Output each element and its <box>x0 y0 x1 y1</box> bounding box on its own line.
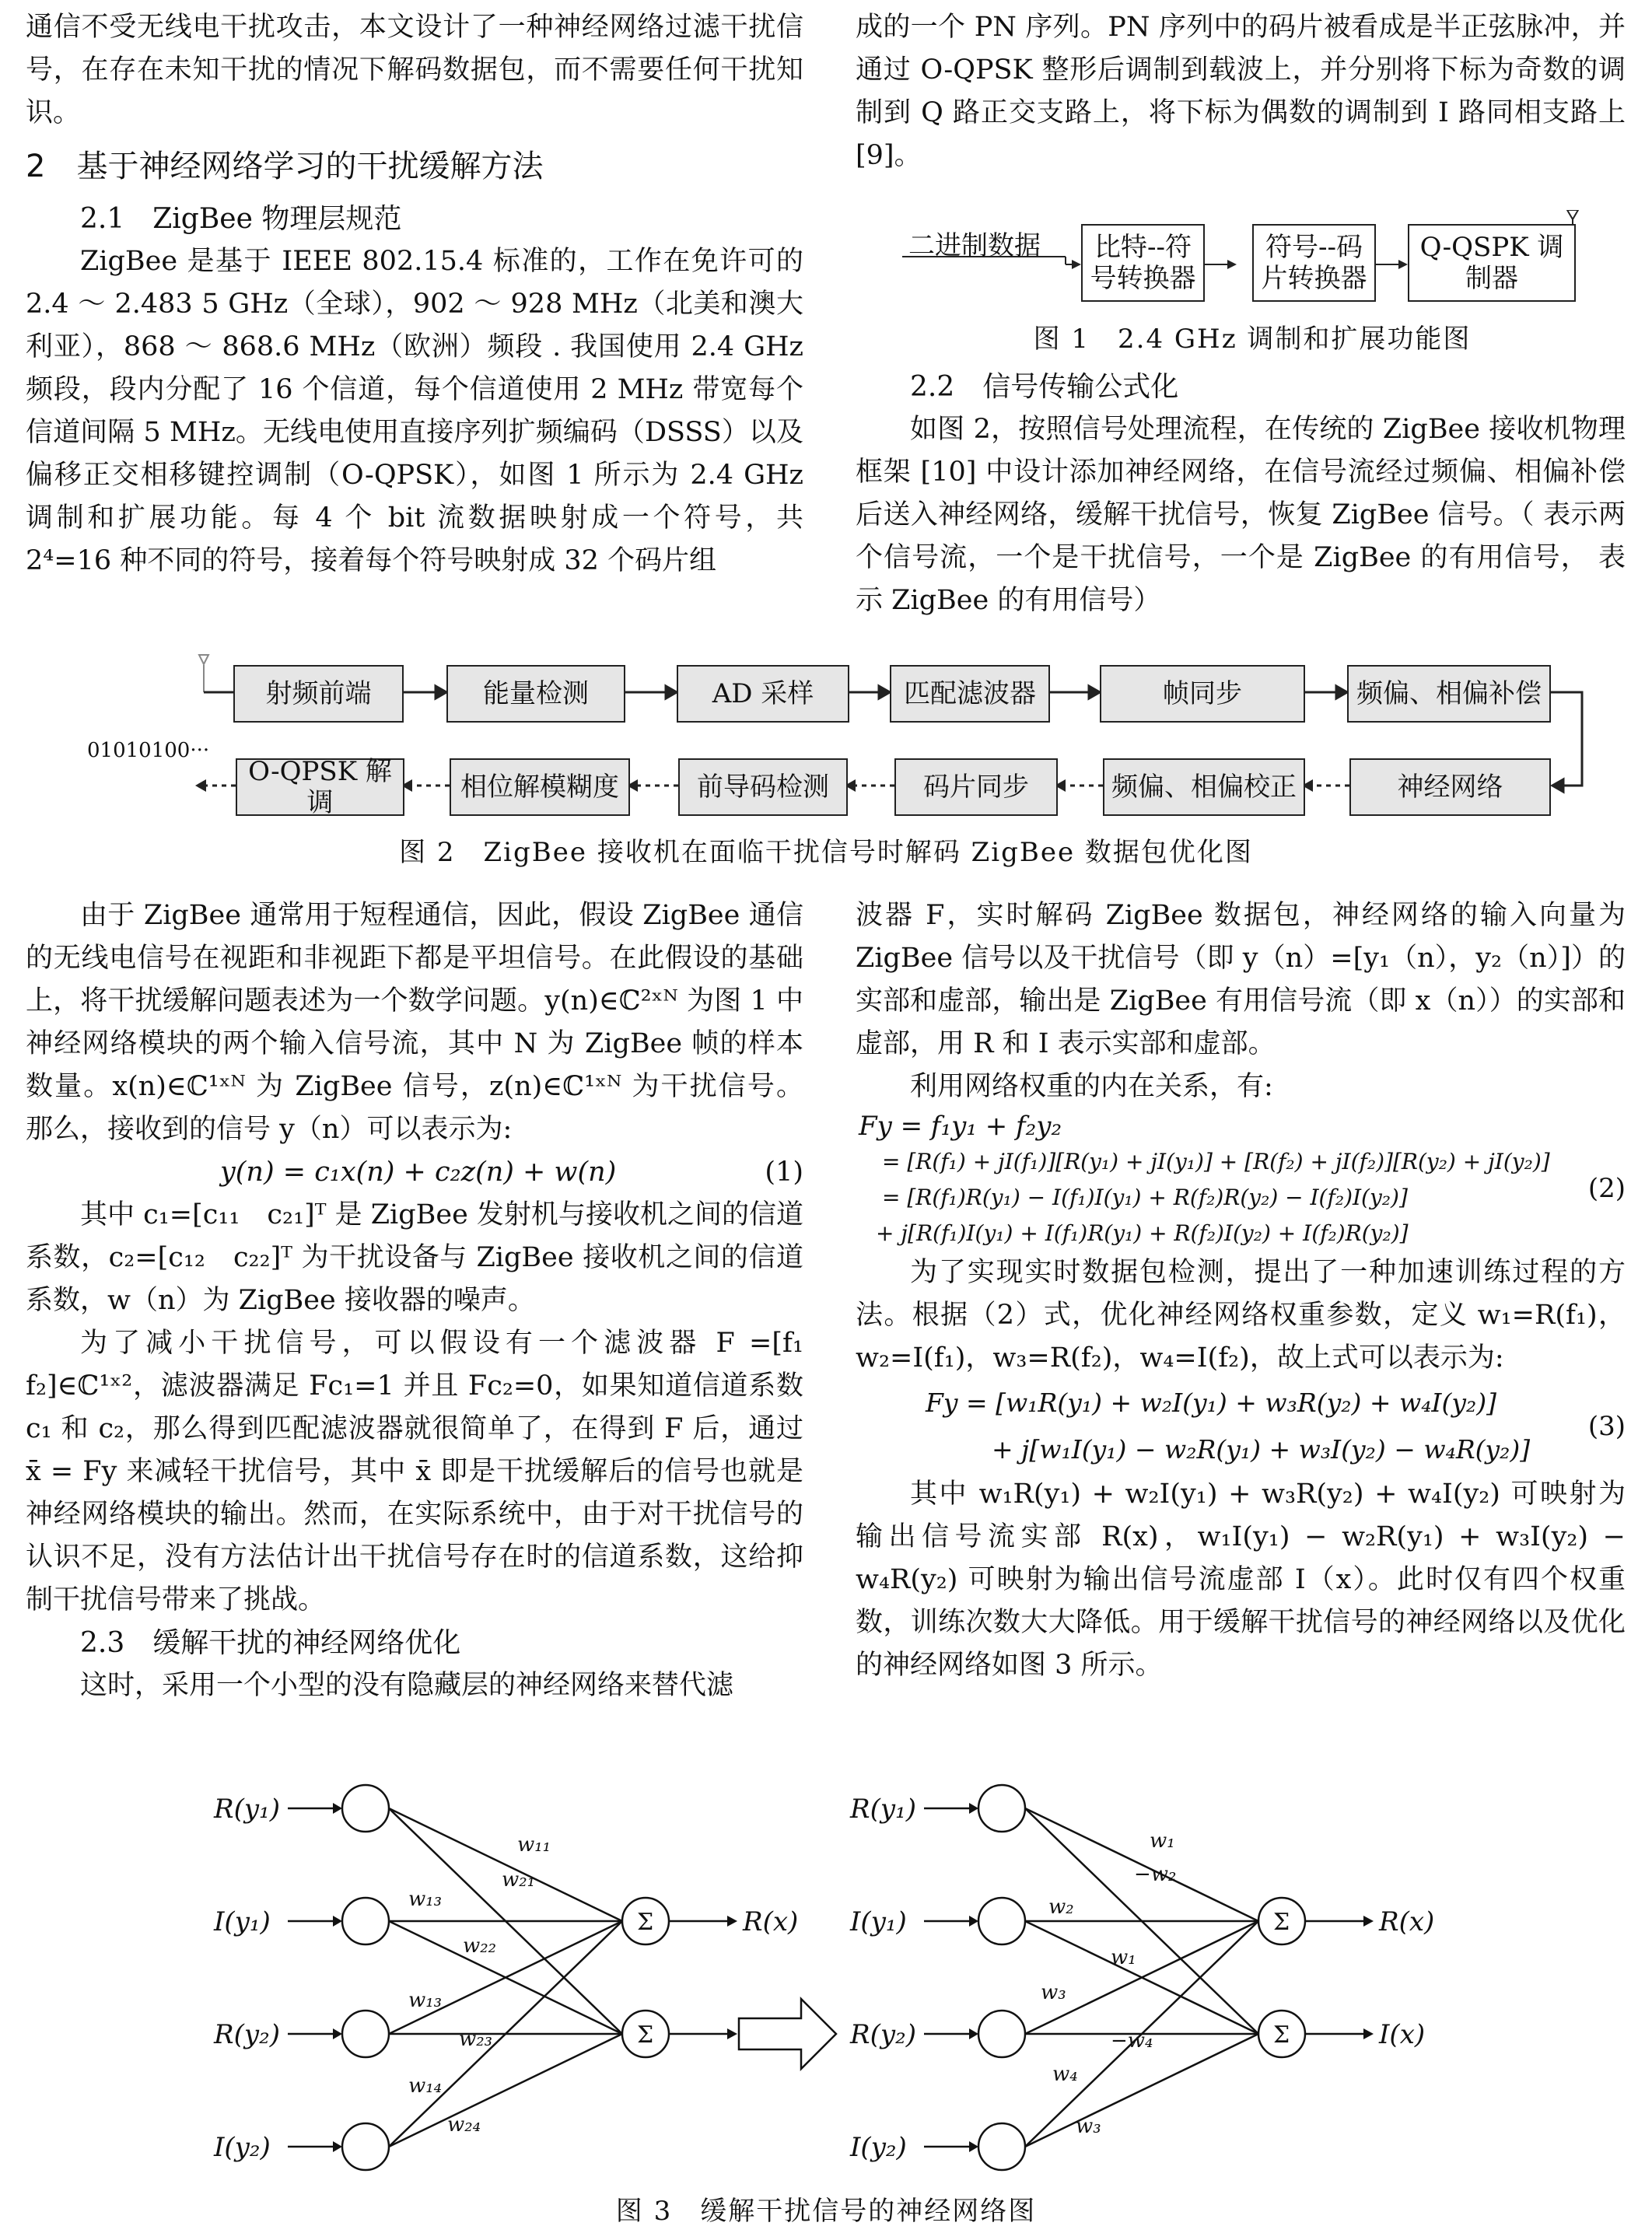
weight-label: w₂₁ <box>502 1868 536 1892</box>
paragraph: 成的一个 PN 序列。PN 序列中的码片被看成是半正弦脉冲，并通过 O-QPSK 整形后调制到载波上，并分别将下标为奇数的调制到 Q 路正交支路上，将下标为偶数的调制到 I 路同相支路上 [9]。 <box>856 12 1626 171</box>
arrow-head <box>969 1803 978 1814</box>
fig1-input-label: 二进制数据 <box>908 230 1041 261</box>
equation-1-body: y(n) = c₁x(n) + c₂z(n) + w(n) <box>220 1157 617 1188</box>
antenna-icon <box>199 655 208 664</box>
fig2-box-freq-phase-correct: 频偏、相偏校正 <box>1103 758 1305 816</box>
arrow-head <box>333 2141 342 2152</box>
arrow-head <box>1363 1916 1374 1927</box>
paragraph: ZigBee 是基于 IEEE 802.15.4 标准的，工作在免许可的 2.4 ～ 2.483 5 GHz（全球），902 ～ 928 MHz（北美和澳大利亚），868 ～ 868.6 MHz（欧洲）频段 . 我国使用 2.4 GHz 频段，段内分配了 16 个信道，每个信道使用 2 MHz 带宽每个信道间隔 5 MHz。无线电使用直接序列扩频编码（DSSS）以及偏移正交相移键控调制（O-QPSK），如图 1 所示为 2.4 GHz 调制和扩展功能。每 4 个 bit 流数据映射成一个符号，共 2⁴=16 种不同的符号，接着每个符号映射成 32 个码片组 <box>26 246 803 576</box>
weight-label: w₃ <box>1041 1981 1066 2004</box>
equation-1-number: (1) <box>765 1157 803 1188</box>
figure-2 <box>0 646 1652 871</box>
antenna-icon <box>1567 210 1578 219</box>
arrow-head <box>1363 2028 1374 2039</box>
sum-symbol: Σ <box>637 2021 654 2049</box>
weight-label: w₂₃ <box>459 2028 493 2051</box>
left-column-bottom <box>26 894 831 1707</box>
fig1-box-symbol-chip: 符号--码片转换器 <box>1252 224 1376 302</box>
weight-label: w₁₃ <box>408 1888 443 1911</box>
input-node <box>978 2011 1025 2057</box>
input-label: I(y₁) <box>850 1906 907 1937</box>
equation-2-line: = [R(f₁) + jI(f₁)][R(y₁) + jI(y₁)] + [R(f₂) + jI(f₂)][R(y₂) + jI(y₂)] <box>882 1149 1550 1174</box>
paragraph: 为了实现实时数据包检测，提出了一种加速训练过程的方法。根据（2）式，优化神经网络权重参数，定义 w₁=R(f₁)，w₂=I(f₁)，w₃=R(f₂)，w₄=I(f₂)，故上式可以表示为: <box>856 1257 1626 1374</box>
arrow-head <box>727 1916 737 1927</box>
input-node <box>342 1898 389 1944</box>
equation-1 <box>26 1151 803 1194</box>
paragraph: 如图 2，按照信号处理流程，在传统的 ZigBee 接收机物理框架 [10] 中设计添加神经网络，在信号流经过频偏、相偏补偿后送入神经网络，缓解干扰信号，恢复 ZigBee 信号。（ 表示两个信号流，一个是干扰信号，一个是 ZigBee 的有用信号， 表示 ZigBee 的有用信号） <box>856 414 1626 616</box>
arrow-head <box>969 2028 978 2039</box>
subsection-heading: 2.2 信号传输公式化 <box>910 371 1179 403</box>
sum-symbol: Σ <box>1273 1909 1290 1936</box>
arrow-head <box>333 1916 342 1927</box>
input-label: I(y₁) <box>214 1906 271 1937</box>
right-column-top-2 <box>856 366 1626 622</box>
fig2-box-rf-frontend: 射频前端 <box>233 665 404 723</box>
output-label: I(x) <box>1379 2019 1426 2050</box>
subsection-heading: 2.3 缓解干扰的神经网络优化 <box>80 1627 461 1659</box>
weight-label: −w₄ <box>1111 2029 1153 2053</box>
weight-label: w₂ <box>1048 1895 1074 1919</box>
paragraph: 通信不受无线电干扰攻击，本文设计了一种神经网络过滤干扰信号，在存在未知干扰的情况下解码数据包，而不需要任何干扰知识。 <box>26 12 803 128</box>
fig2-box-preamble-detect: 前导码检测 <box>678 758 848 816</box>
weight-label: w₄ <box>1052 2063 1078 2086</box>
arrow-head <box>727 2028 737 2039</box>
figure-1 <box>902 210 1602 366</box>
section-heading: 2 基于神经网络学习的干扰缓解方法 <box>26 149 544 184</box>
sum-symbol: Σ <box>1273 2021 1290 2049</box>
input-label: R(y₂) <box>214 2019 280 2050</box>
weight-label: w₂₂ <box>463 1934 497 1958</box>
arrow-head <box>333 1803 342 1814</box>
input-label: I(y₂) <box>214 2132 271 2163</box>
right-column-bottom <box>856 894 1626 1687</box>
paragraph: 其中 w₁R(y₁) + w₂I(y₁) + w₃R(y₂) + w₄I(y₂) 可映射为输出信号流实部 R(x)，w₁I(y₁) − w₂R(y₁) + w₃I(y₂) − w₄R(y₂) 可映射为输出信号流虚部 I（x）。此时仅有四个权重数，训练次数大大降低。用于缓解干扰信号的神经网络以及优化的神经网络如图 3 所示。 <box>856 1479 1626 1681</box>
figure-3-diagram <box>0 1766 1652 2186</box>
input-label: I(y₂) <box>850 2132 907 2163</box>
figure-3 <box>0 1766 1652 2232</box>
fig2-box-chip-sync: 码片同步 <box>894 758 1058 816</box>
output-label: R(x) <box>743 1906 799 1937</box>
weight-label: w₂₄ <box>447 2113 481 2137</box>
input-node <box>978 1898 1025 1944</box>
fig2-box-frame-sync: 帧同步 <box>1100 665 1305 723</box>
paragraph: 由于 ZigBee 通常用于短程通信，因此，假设 ZigBee 通信的无线电信号在视距和非视距下都是平坦信号。在此假设的基础上，将干扰缓解问题表述为一个数学问题。y(n)∈ℂ²ˣᴺ 为图 1 中神经网络模块的两个输入信号流，其中 N 为 ZigBee 帧的样本数量。x(n)∈ℂ¹ˣᴺ 为 ZigBee 信号，z(n)∈ℂ¹ˣᴺ 为干扰信号。那么，接收到的信号 y（n）可以表示为: <box>26 900 803 1145</box>
input-label: R(y₁) <box>850 1794 916 1825</box>
weight-label: w₁₃ <box>408 1989 443 2012</box>
equation-2-number: (2) <box>1587 1173 1626 1204</box>
arrow-head <box>969 2141 978 2152</box>
input-node <box>342 1785 389 1832</box>
fig2-box-matched-filter: 匹配滤波器 <box>890 665 1050 723</box>
equation-3 <box>856 1380 1626 1473</box>
right-column-top <box>856 6 1626 177</box>
paragraph: 这时，采用一个小型的没有隐藏层的神经网络来替代滤 <box>80 1670 734 1701</box>
fig2-box-energy-detect: 能量检测 <box>446 665 625 723</box>
input-label: R(y₁) <box>214 1794 280 1825</box>
weight-label: w₃ <box>1076 2115 1101 2138</box>
paragraph: 为了减小干扰信号，可以假设有一个滤波器 F =[f₁ f₂]∈ℂ¹ˣ²，滤波器满足 Fc₁=1 并且 Fc₂=0，如果知道信道系数 c₁ 和 c₂，那么得到匹配滤波器就很简单了，在得到 F 后，通过 x̄ = Fy 来减轻干扰信号，其中 x̄ 即是干扰缓解后的信号也就是神经网络模块的输出。然而，在实际系统中，由于对干扰信号的认识不足，没有方法估计出干扰信号存在时的信道系数，这给抑制干扰信号带来了挑战。 <box>26 1328 831 1615</box>
weight-label: w₁₁ <box>517 1833 551 1857</box>
paragraph: 利用网络权重的内在关系，有: <box>910 1071 1273 1102</box>
transform-arrow-icon <box>739 1999 836 2069</box>
input-node <box>342 2011 389 2057</box>
arrow-head <box>969 1916 978 1927</box>
figure-2-caption: 图 2 ZigBee 接收机在面临干扰信号时解码 ZigBee 数据包优化图 <box>399 837 1253 868</box>
fig1-box-bit-symbol: 比特--符号转换器 <box>1081 224 1205 302</box>
equation-3-number: (3) <box>1587 1411 1626 1442</box>
weight-label: w₁ <box>1111 1946 1136 1969</box>
equation-3-line: + j[w₁I(y₁) − w₂R(y₁) + w₃I(y₂) − w₄R(y₂)] <box>992 1434 1531 1465</box>
fig2-box-oqpsk-demod: O-QPSK 解调 <box>236 758 404 816</box>
equation-2-line: + j[R(f₁)I(y₁) + I(f₁)R(y₁) + R(f₂)I(y₂) + I(f₂)R(y₂)] <box>876 1220 1409 1246</box>
weight-label: −w₂ <box>1134 1863 1177 1886</box>
fig2-box-freq-phase-comp: 频偏、相偏补偿 <box>1347 665 1551 723</box>
fig1-box-modulator: Q-QSPK 调制器 <box>1408 224 1576 302</box>
input-node <box>978 2123 1025 2170</box>
fig2-box-neural-network: 神经网络 <box>1349 758 1551 816</box>
figure-3-caption: 图 3 缓解干扰信号的神经网络图 <box>615 2196 1037 2227</box>
fig2-box-phase-ambiguity: 相位解模糊度 <box>450 758 630 816</box>
weight-label: w₁₄ <box>408 2074 443 2098</box>
input-node <box>978 1785 1025 1832</box>
sum-symbol: Σ <box>637 1909 654 1936</box>
input-node <box>342 2123 389 2170</box>
equation-2-line: Fy = f₁y₁ + f₂y₂ <box>859 1111 1062 1142</box>
equation-2 <box>856 1108 1626 1251</box>
equation-2-line: = [R(f₁)R(y₁) − I(f₁)I(y₁) + R(f₂)R(y₂) − I(f₂)I(y₂)] <box>882 1185 1408 1210</box>
figure-1-caption: 图 1 2.4 GHz 调制和扩展功能图 <box>1033 324 1472 355</box>
paragraph: 波器 F，实时解码 ZigBee 数据包，神经网络的输入向量为 ZigBee 信号以及干扰信号（即 y（n）=[y₁（n），y₂（n）]）的实部和虚部，输出是 ZigBee 有用信号流（即 x（n））的实部和虚部，用 R 和 I 表示实部和虚部。 <box>856 900 1626 1059</box>
subsection-heading: 2.1 ZigBee 物理层规范 <box>80 203 402 235</box>
arrow-head <box>333 2028 342 2039</box>
output-label: R(x) <box>1379 1906 1435 1937</box>
paragraph: 其中 c₁=[c₁₁ c₂₁]ᵀ 是 ZigBee 发射机与接收机之间的信道系数，c₂=[c₁₂ c₂₂]ᵀ 为干扰设备与 ZigBee 接收机之间的信道系数，w（n）为 ZigBee 接收器的噪声。 <box>26 1199 803 1316</box>
input-label: R(y₂) <box>850 2019 916 2050</box>
weight-label: w₁ <box>1150 1829 1175 1853</box>
left-column-top <box>26 6 803 583</box>
equation-3-line: Fy = [w₁R(y₁) + w₂I(y₁) + w₃R(y₂) + w₄I(y₂)] <box>926 1388 1496 1418</box>
fig2-output-bits: 01010100··· <box>87 739 210 762</box>
fig2-box-ad-sampling: AD 采样 <box>677 665 849 723</box>
